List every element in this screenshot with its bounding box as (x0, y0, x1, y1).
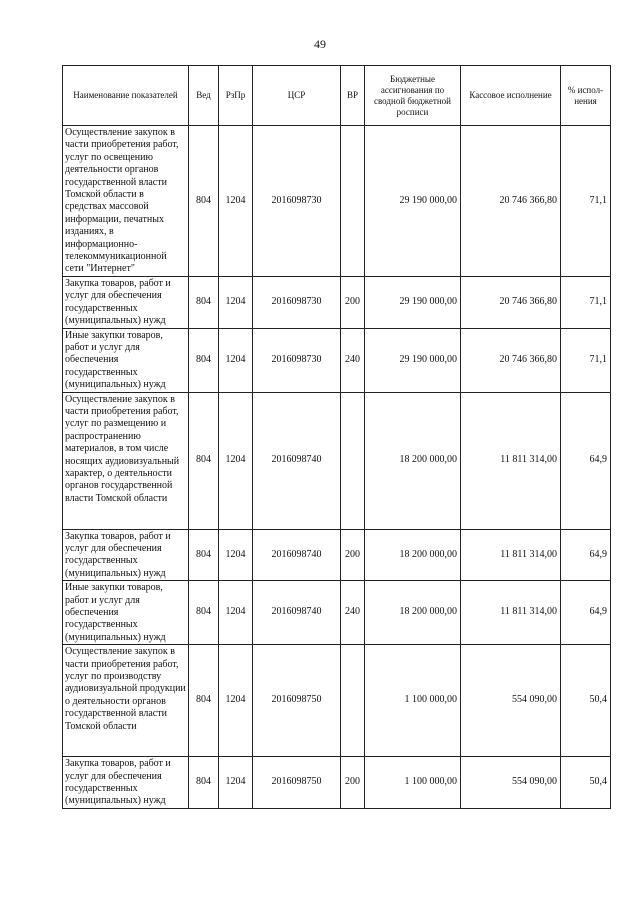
row-name: Иные закупки товаров, работ и услуг для обеспечения государственных (муниципальных) нужд (63, 581, 189, 645)
row-vr: 200 (341, 757, 365, 809)
header-cash: Кассовое исполнение (461, 66, 561, 126)
row-name: Осуществление закупок в части приобретения работ, услуг по производству аудиовизуальной продукции о деятельности органов государственной власти Томской области (63, 645, 189, 757)
row-csr: 2016098750 (253, 645, 341, 757)
table-header-row (63, 66, 611, 126)
row-name: Осуществление закупок в части приобретения работ, услуг по освещению деятельности органов государственной власти Томской области в средствах массовой информации, печатных изданиях, в информационно-телекоммуникационной сети "Интернет" (63, 126, 189, 277)
row-budget: 29 190 000,00 (365, 126, 461, 277)
row-csr: 2016098730 (253, 276, 341, 328)
row-budget: 1 100 000,00 (365, 645, 461, 757)
row-cash: 11 811 314,00 (461, 529, 561, 581)
row-ved: 804 (189, 276, 219, 328)
row-budget: 18 200 000,00 (365, 529, 461, 581)
row-percent: 50,4 (561, 645, 611, 757)
table-row (63, 392, 611, 529)
row-rzpr: 1204 (219, 645, 253, 757)
row-cash: 20 746 366,80 (461, 276, 561, 328)
row-rzpr: 1204 (219, 126, 253, 277)
row-vr (341, 645, 365, 757)
row-rzpr: 1204 (219, 276, 253, 328)
header-vr: ВР (341, 66, 365, 126)
header-percent: % испол-нения (561, 66, 611, 126)
header-ved: Вед (189, 66, 219, 126)
row-cash: 11 811 314,00 (461, 581, 561, 645)
row-percent: 64,9 (561, 529, 611, 581)
row-cash: 20 746 366,80 (461, 126, 561, 277)
row-cash: 20 746 366,80 (461, 328, 561, 392)
row-csr: 2016098740 (253, 529, 341, 581)
header-name: Наименование показателей (63, 66, 189, 126)
table-row (63, 328, 611, 392)
table-row (63, 757, 611, 809)
row-rzpr: 1204 (219, 529, 253, 581)
page-number: 49 (314, 37, 326, 51)
table-row (63, 529, 611, 581)
row-rzpr: 1204 (219, 581, 253, 645)
row-cash: 554 090,00 (461, 645, 561, 757)
row-ved: 804 (189, 328, 219, 392)
row-csr: 2016098730 (253, 126, 341, 277)
row-budget: 1 100 000,00 (365, 757, 461, 809)
budget-execution-table (62, 65, 611, 809)
table-row (63, 645, 611, 757)
row-percent: 64,9 (561, 581, 611, 645)
row-ved: 804 (189, 645, 219, 757)
row-name: Иные закупки товаров, работ и услуг для обеспечения государственных (муниципальных) нужд (63, 328, 189, 392)
row-ved: 804 (189, 126, 219, 277)
row-name: Закупка товаров, работ и услуг для обеспечения государственных (муниципальных) нужд (63, 757, 189, 809)
row-cash: 11 811 314,00 (461, 392, 561, 529)
row-csr: 2016098740 (253, 392, 341, 529)
header-csr: ЦСР (253, 66, 341, 126)
row-percent: 71,1 (561, 328, 611, 392)
row-percent: 64,9 (561, 392, 611, 529)
row-vr: 240 (341, 581, 365, 645)
row-budget: 18 200 000,00 (365, 392, 461, 529)
table-row (63, 126, 611, 277)
row-vr: 200 (341, 529, 365, 581)
row-ved: 804 (189, 757, 219, 809)
row-name: Закупка товаров, работ и услуг для обеспечения государственных (муниципальных) нужд (63, 529, 189, 581)
row-rzpr: 1204 (219, 328, 253, 392)
row-rzpr: 1204 (219, 757, 253, 809)
row-percent: 50,4 (561, 757, 611, 809)
row-rzpr: 1204 (219, 392, 253, 529)
row-name: Осуществление закупок в части приобретения работ, услуг по размещению и распространению материалов, в том числе носящих аудиовизуальный характер, о деятельности органов государственной власти Томской области (63, 392, 189, 529)
table-row (63, 276, 611, 328)
row-ved: 804 (189, 581, 219, 645)
row-vr: 240 (341, 328, 365, 392)
row-csr: 2016098750 (253, 757, 341, 809)
row-percent: 71,1 (561, 126, 611, 277)
header-budget: Бюджетные ассигнования по сводной бюджетной росписи (365, 66, 461, 126)
row-budget: 18 200 000,00 (365, 581, 461, 645)
row-vr: 200 (341, 276, 365, 328)
row-csr: 2016098730 (253, 328, 341, 392)
table-row (63, 581, 611, 645)
row-name: Закупка товаров, работ и услуг для обеспечения государственных (муниципальных) нужд (63, 276, 189, 328)
row-vr (341, 126, 365, 277)
row-budget: 29 190 000,00 (365, 328, 461, 392)
row-vr (341, 392, 365, 529)
row-ved: 804 (189, 529, 219, 581)
row-budget: 29 190 000,00 (365, 276, 461, 328)
row-cash: 554 090,00 (461, 757, 561, 809)
header-rzpr: РзПр (219, 66, 253, 126)
row-ved: 804 (189, 392, 219, 529)
row-csr: 2016098740 (253, 581, 341, 645)
row-percent: 71,1 (561, 276, 611, 328)
